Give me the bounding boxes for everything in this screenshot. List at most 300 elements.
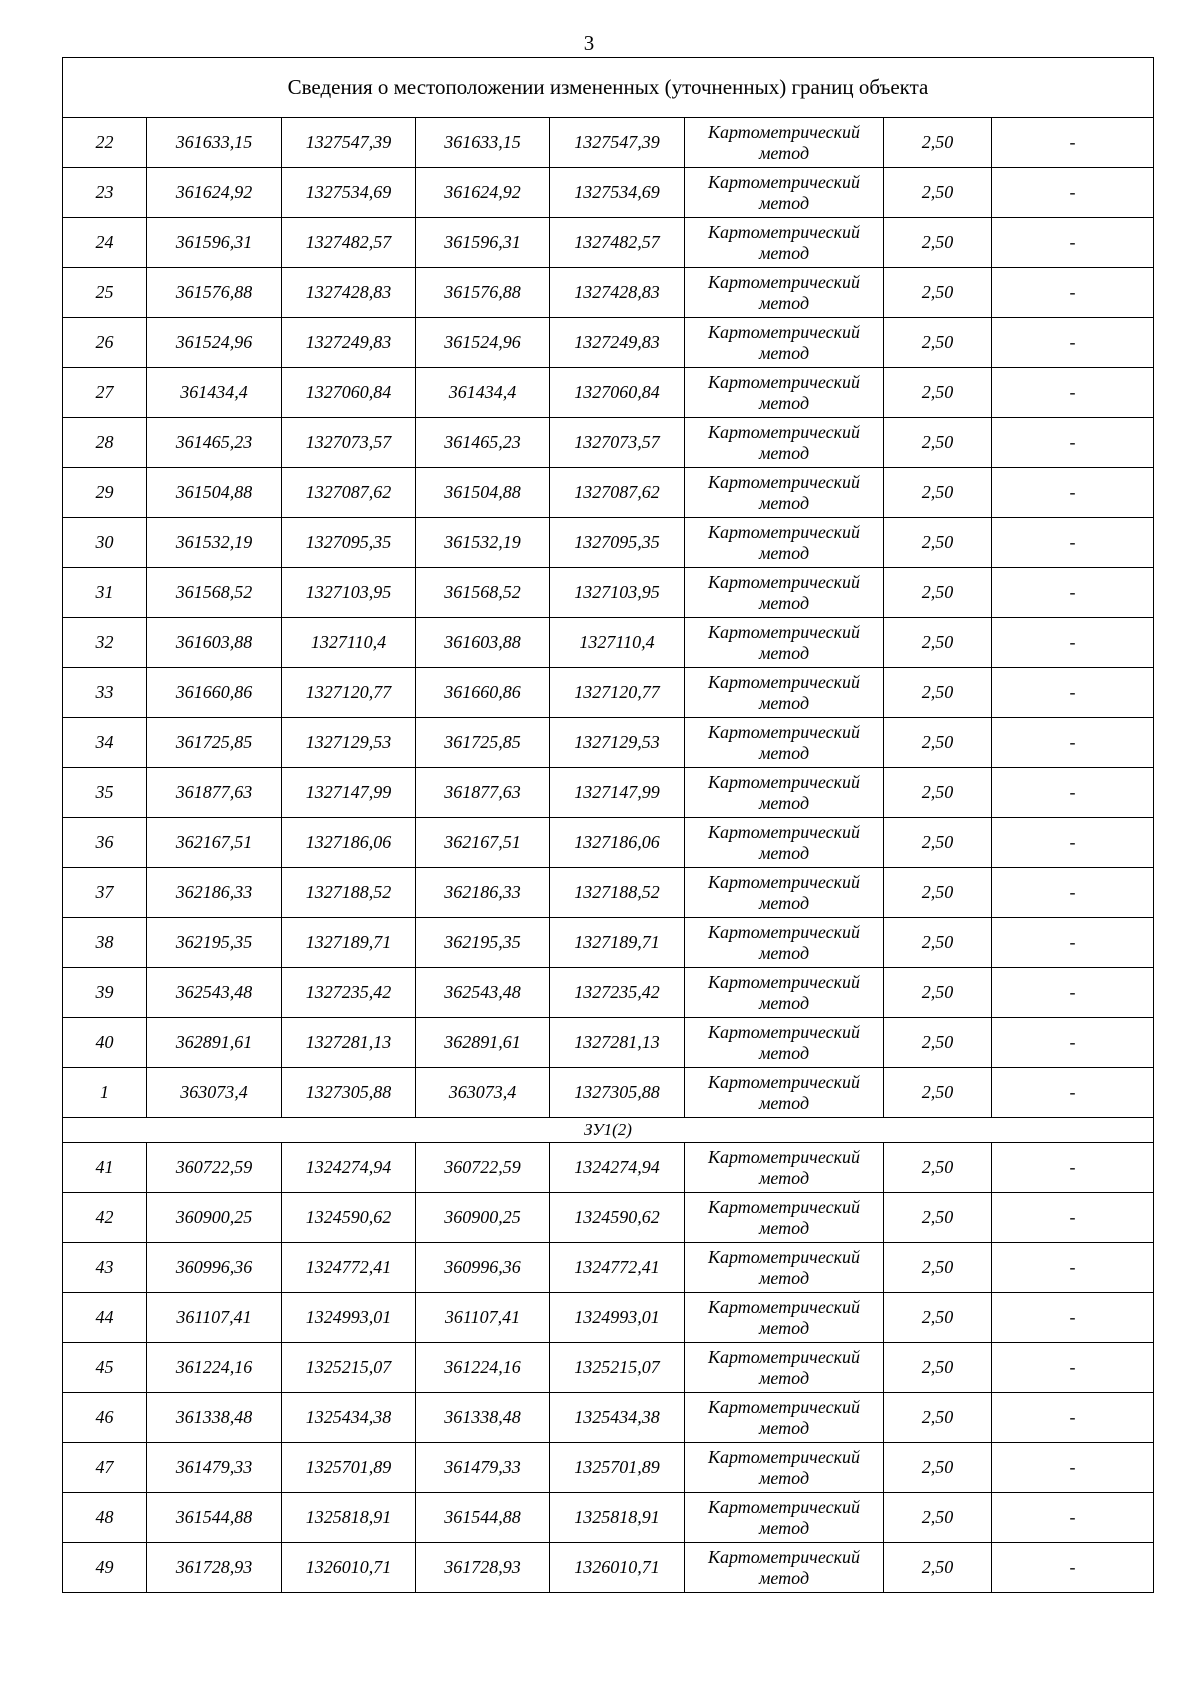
x-refined-cell: 361532,19 [416,518,550,568]
y-existing-cell: 1325701,89 [282,1443,416,1493]
point-number-cell: 49 [63,1543,147,1593]
method-cell [685,618,884,668]
y-refined-cell: 1327129,53 [550,718,685,768]
x-existing-cell: 361660,86 [147,668,282,718]
point-number-cell: 29 [63,468,147,518]
point-number-cell: 24 [63,218,147,268]
accuracy-cell: 2,50 [884,618,992,668]
description-cell: - [992,318,1154,368]
method-cell [685,268,884,318]
y-existing-cell: 1327305,88 [282,1068,416,1118]
method-line-1: Картометрический [707,1071,860,1092]
description-cell: - [992,1393,1154,1443]
point-number-cell: 42 [63,1193,147,1243]
x-refined-cell: 360900,25 [416,1193,550,1243]
x-existing-cell: 361544,88 [147,1493,282,1543]
method-line-2: метод [758,1092,810,1113]
x-existing-cell: 361479,33 [147,1443,282,1493]
page-number: 3 [583,31,595,55]
table-row [63,768,1154,818]
x-existing-cell: 363073,4 [147,1068,282,1118]
x-existing-cell: 361877,63 [147,768,282,818]
y-refined-cell: 1325818,91 [550,1493,685,1543]
method-line-2: метод [758,1367,810,1388]
description-cell: - [992,868,1154,918]
y-existing-cell: 1324772,41 [282,1243,416,1293]
method-line-1: Картометрический [707,1546,860,1567]
table-row [63,418,1154,468]
x-refined-cell: 361660,86 [416,668,550,718]
x-existing-cell: 361434,4 [147,368,282,418]
description-cell: - [992,1293,1154,1343]
accuracy-cell: 2,50 [884,218,992,268]
method-line-2: метод [758,592,810,613]
method-line-2: метод [758,1217,810,1238]
method-line-1: Картометрический [707,521,860,542]
accuracy-cell: 2,50 [884,368,992,418]
method-line-1: Картометрический [707,1196,860,1217]
y-existing-cell: 1325215,07 [282,1343,416,1393]
method-cell [685,218,884,268]
method-line-2: метод [758,192,810,213]
y-refined-cell: 1327095,35 [550,518,685,568]
y-existing-cell: 1325818,91 [282,1493,416,1543]
accuracy-cell: 2,50 [884,1243,992,1293]
accuracy-cell: 2,50 [884,1493,992,1543]
table-row [63,1543,1154,1593]
method-line-1: Картометрический [707,1246,860,1267]
table-row [63,668,1154,718]
method-line-2: метод [758,442,810,463]
x-existing-cell: 361728,93 [147,1543,282,1593]
accuracy-cell: 2,50 [884,418,992,468]
table-row [63,1493,1154,1543]
y-refined-cell: 1327547,39 [550,118,685,168]
y-existing-cell: 1327188,52 [282,868,416,918]
point-number-cell: 28 [63,418,147,468]
method-cell [685,368,884,418]
method-line-1: Картометрический [707,721,860,742]
description-cell: - [992,568,1154,618]
method-line-2: метод [758,342,810,363]
y-existing-cell: 1327110,4 [282,618,416,668]
table-row [63,1293,1154,1343]
point-number-cell: 30 [63,518,147,568]
x-existing-cell: 361576,88 [147,268,282,318]
y-existing-cell: 1327087,62 [282,468,416,518]
x-refined-cell: 361224,16 [416,1343,550,1393]
method-line-2: метод [758,742,810,763]
method-cell [685,568,884,618]
x-refined-cell: 361624,92 [416,168,550,218]
x-existing-cell: 361504,88 [147,468,282,518]
table-row [63,168,1154,218]
table-row [63,618,1154,668]
point-number-cell: 32 [63,618,147,668]
method-line-2: метод [758,1417,810,1438]
point-number-cell: 41 [63,1143,147,1193]
table-row [63,518,1154,568]
method-line-1: Картометрический [707,121,860,142]
x-refined-cell: 361465,23 [416,418,550,468]
accuracy-cell: 2,50 [884,568,992,618]
y-existing-cell: 1327281,13 [282,1018,416,1068]
method-line-2: метод [758,1567,810,1588]
table-row [63,1343,1154,1393]
method-line-2: метод [758,142,810,163]
accuracy-cell: 2,50 [884,1343,992,1393]
point-number-cell: 39 [63,968,147,1018]
method-line-1: Картометрический [707,771,860,792]
y-refined-cell: 1327482,57 [550,218,685,268]
method-line-1: Картометрический [707,1446,860,1467]
x-existing-cell: 361107,41 [147,1293,282,1343]
method-cell [685,1543,884,1593]
table-row [63,1393,1154,1443]
method-cell [685,918,884,968]
method-line-2: метод [758,842,810,863]
y-refined-cell: 1327249,83 [550,318,685,368]
accuracy-cell: 2,50 [884,1068,992,1118]
y-existing-cell: 1327534,69 [282,168,416,218]
method-line-2: метод [758,942,810,963]
accuracy-cell: 2,50 [884,1443,992,1493]
x-existing-cell: 360996,36 [147,1243,282,1293]
method-line-1: Картометрический [707,471,860,492]
method-cell [685,968,884,1018]
method-line-2: метод [758,792,810,813]
description-cell: - [992,1018,1154,1068]
x-refined-cell: 361544,88 [416,1493,550,1543]
description-cell: - [992,1243,1154,1293]
table-title: Сведения о местоположении измененных (уточненных) границ объекта [63,58,1154,118]
point-number-cell: 37 [63,868,147,918]
description-cell: - [992,268,1154,318]
y-refined-cell: 1325434,38 [550,1393,685,1443]
description-cell: - [992,1343,1154,1393]
x-existing-cell: 361532,19 [147,518,282,568]
point-number-cell: 47 [63,1443,147,1493]
accuracy-cell: 2,50 [884,918,992,968]
x-existing-cell: 361524,96 [147,318,282,368]
y-refined-cell: 1327235,42 [550,968,685,1018]
x-existing-cell: 361603,88 [147,618,282,668]
description-cell: - [992,1443,1154,1493]
x-refined-cell: 360722,59 [416,1143,550,1193]
y-refined-cell: 1327188,52 [550,868,685,918]
method-line-2: метод [758,692,810,713]
table-row [63,1243,1154,1293]
table-row [63,868,1154,918]
x-refined-cell: 361728,93 [416,1543,550,1593]
method-cell [685,468,884,518]
accuracy-cell: 2,50 [884,168,992,218]
table-row [63,368,1154,418]
method-line-1: Картометрический [707,921,860,942]
method-line-1: Картометрический [707,421,860,442]
point-number-cell: 48 [63,1493,147,1543]
method-line-1: Картометрический [707,1496,860,1517]
method-line-2: метод [758,1317,810,1338]
description-cell: - [992,618,1154,668]
y-existing-cell: 1327249,83 [282,318,416,368]
description-cell: - [992,1543,1154,1593]
point-number-cell: 46 [63,1393,147,1443]
method-cell [685,1018,884,1068]
y-refined-cell: 1327073,57 [550,418,685,468]
description-cell: - [992,468,1154,518]
method-line-2: метод [758,1042,810,1063]
x-refined-cell: 361877,63 [416,768,550,818]
x-refined-cell: 362195,35 [416,918,550,968]
y-refined-cell: 1324590,62 [550,1193,685,1243]
y-refined-cell: 1327087,62 [550,468,685,518]
method-cell [685,418,884,468]
point-number-cell: 40 [63,1018,147,1068]
point-number-cell: 44 [63,1293,147,1343]
accuracy-cell: 2,50 [884,1293,992,1343]
y-refined-cell: 1324993,01 [550,1293,685,1343]
accuracy-cell: 2,50 [884,1143,992,1193]
table-row [63,718,1154,768]
table-row [63,1193,1154,1243]
method-cell [685,1293,884,1343]
method-line-2: метод [758,392,810,413]
method-line-2: метод [758,1467,810,1488]
y-refined-cell: 1326010,71 [550,1543,685,1593]
accuracy-cell: 2,50 [884,1193,992,1243]
method-cell [685,818,884,868]
method-line-1: Картометрический [707,171,860,192]
x-existing-cell: 360900,25 [147,1193,282,1243]
method-line-1: Картометрический [707,221,860,242]
y-refined-cell: 1327186,06 [550,818,685,868]
table-row [63,818,1154,868]
y-refined-cell: 1324772,41 [550,1243,685,1293]
x-existing-cell: 361465,23 [147,418,282,468]
description-cell: - [992,718,1154,768]
method-line-1: Картометрический [707,621,860,642]
method-cell [685,1393,884,1443]
method-line-2: метод [758,1167,810,1188]
accuracy-cell: 2,50 [884,268,992,318]
y-existing-cell: 1327428,83 [282,268,416,318]
boundary-coordinates-table [62,57,1154,1593]
x-refined-cell: 361576,88 [416,268,550,318]
method-line-1: Картометрический [707,371,860,392]
description-cell: - [992,1068,1154,1118]
method-line-2: метод [758,642,810,663]
method-line-1: Картометрический [707,821,860,842]
x-refined-cell: 362167,51 [416,818,550,868]
x-existing-cell: 361624,92 [147,168,282,218]
x-refined-cell: 361504,88 [416,468,550,518]
method-line-2: метод [758,242,810,263]
y-refined-cell: 1327281,13 [550,1018,685,1068]
x-refined-cell: 361338,48 [416,1393,550,1443]
table-row [63,318,1154,368]
x-existing-cell: 361568,52 [147,568,282,618]
x-existing-cell: 362186,33 [147,868,282,918]
accuracy-cell: 2,50 [884,668,992,718]
method-cell [685,1493,884,1543]
accuracy-cell: 2,50 [884,518,992,568]
method-cell [685,1243,884,1293]
table-row [63,268,1154,318]
description-cell: - [992,168,1154,218]
method-line-1: Картометрический [707,271,860,292]
y-existing-cell: 1327103,95 [282,568,416,618]
x-refined-cell: 361107,41 [416,1293,550,1343]
method-line-1: Картометрический [707,1346,860,1367]
accuracy-cell: 2,50 [884,118,992,168]
point-number-cell: 1 [63,1068,147,1118]
accuracy-cell: 2,50 [884,818,992,868]
x-existing-cell: 362167,51 [147,818,282,868]
x-refined-cell: 362891,61 [416,1018,550,1068]
table-row [63,918,1154,968]
y-existing-cell: 1327235,42 [282,968,416,1018]
x-existing-cell: 361224,16 [147,1343,282,1393]
method-line-2: метод [758,492,810,513]
description-cell: - [992,918,1154,968]
description-cell: - [992,1493,1154,1543]
point-number-cell: 23 [63,168,147,218]
x-refined-cell: 363073,4 [416,1068,550,1118]
description-cell: - [992,768,1154,818]
method-cell [685,1068,884,1118]
x-refined-cell: 362543,48 [416,968,550,1018]
x-existing-cell: 361725,85 [147,718,282,768]
accuracy-cell: 2,50 [884,1018,992,1068]
method-line-2: метод [758,542,810,563]
accuracy-cell: 2,50 [884,318,992,368]
point-number-cell: 34 [63,718,147,768]
point-number-cell: 27 [63,368,147,418]
table-row [63,1143,1154,1193]
y-refined-cell: 1327147,99 [550,768,685,818]
accuracy-cell: 2,50 [884,718,992,768]
description-cell: - [992,1143,1154,1193]
y-existing-cell: 1327120,77 [282,668,416,718]
method-cell [685,1193,884,1243]
method-cell [685,168,884,218]
description-cell: - [992,218,1154,268]
method-line-1: Картометрический [707,671,860,692]
y-refined-cell: 1327428,83 [550,268,685,318]
x-refined-cell: 361603,88 [416,618,550,668]
section-label: ЗУ1(2) [63,1118,1154,1143]
table-title-row [63,58,1154,118]
y-refined-cell: 1327060,84 [550,368,685,418]
x-existing-cell: 360722,59 [147,1143,282,1193]
accuracy-cell: 2,50 [884,768,992,818]
method-line-1: Картометрический [707,571,860,592]
y-existing-cell: 1327073,57 [282,418,416,468]
method-line-2: метод [758,1517,810,1538]
y-refined-cell: 1327110,4 [550,618,685,668]
x-refined-cell: 361568,52 [416,568,550,618]
method-line-1: Картометрический [707,1296,860,1317]
method-line-1: Картометрический [707,1146,860,1167]
x-refined-cell: 360996,36 [416,1243,550,1293]
description-cell: - [992,418,1154,468]
y-existing-cell: 1327147,99 [282,768,416,818]
method-cell [685,1443,884,1493]
method-line-1: Картометрический [707,971,860,992]
x-refined-cell: 361633,15 [416,118,550,168]
method-line-1: Картометрический [707,1021,860,1042]
point-number-cell: 35 [63,768,147,818]
y-existing-cell: 1327129,53 [282,718,416,768]
method-line-2: метод [758,992,810,1013]
point-number-cell: 31 [63,568,147,618]
method-cell [685,668,884,718]
point-number-cell: 36 [63,818,147,868]
x-refined-cell: 361434,4 [416,368,550,418]
point-number-cell: 25 [63,268,147,318]
description-cell: - [992,118,1154,168]
y-refined-cell: 1327120,77 [550,668,685,718]
method-cell [685,868,884,918]
table-row [63,468,1154,518]
x-refined-cell: 361524,96 [416,318,550,368]
method-cell [685,318,884,368]
y-refined-cell: 1325215,07 [550,1343,685,1393]
y-existing-cell: 1327095,35 [282,518,416,568]
table-row [63,568,1154,618]
y-existing-cell: 1327482,57 [282,218,416,268]
y-existing-cell: 1324274,94 [282,1143,416,1193]
table-row [63,1443,1154,1493]
description-cell: - [992,668,1154,718]
x-existing-cell: 362195,35 [147,918,282,968]
point-number-cell: 45 [63,1343,147,1393]
point-number-cell: 33 [63,668,147,718]
y-existing-cell: 1325434,38 [282,1393,416,1443]
y-existing-cell: 1324993,01 [282,1293,416,1343]
y-existing-cell: 1327547,39 [282,118,416,168]
section-label-row [63,1118,1154,1143]
y-refined-cell: 1327534,69 [550,168,685,218]
point-number-cell: 38 [63,918,147,968]
y-existing-cell: 1326010,71 [282,1543,416,1593]
description-cell: - [992,518,1154,568]
method-line-1: Картометрический [707,871,860,892]
method-cell [685,718,884,768]
point-number-cell: 43 [63,1243,147,1293]
table-row [63,968,1154,1018]
method-cell [685,768,884,818]
method-line-2: метод [758,292,810,313]
method-line-1: Картометрический [707,321,860,342]
accuracy-cell: 2,50 [884,1393,992,1443]
x-existing-cell: 362543,48 [147,968,282,1018]
point-number-cell: 22 [63,118,147,168]
x-refined-cell: 361596,31 [416,218,550,268]
x-existing-cell: 361596,31 [147,218,282,268]
x-refined-cell: 361725,85 [416,718,550,768]
point-number-cell: 26 [63,318,147,368]
x-existing-cell: 361338,48 [147,1393,282,1443]
x-refined-cell: 362186,33 [416,868,550,918]
y-existing-cell: 1327186,06 [282,818,416,868]
table-row [63,1068,1154,1118]
y-existing-cell: 1324590,62 [282,1193,416,1243]
accuracy-cell: 2,50 [884,468,992,518]
method-cell [685,1143,884,1193]
x-refined-cell: 361479,33 [416,1443,550,1493]
